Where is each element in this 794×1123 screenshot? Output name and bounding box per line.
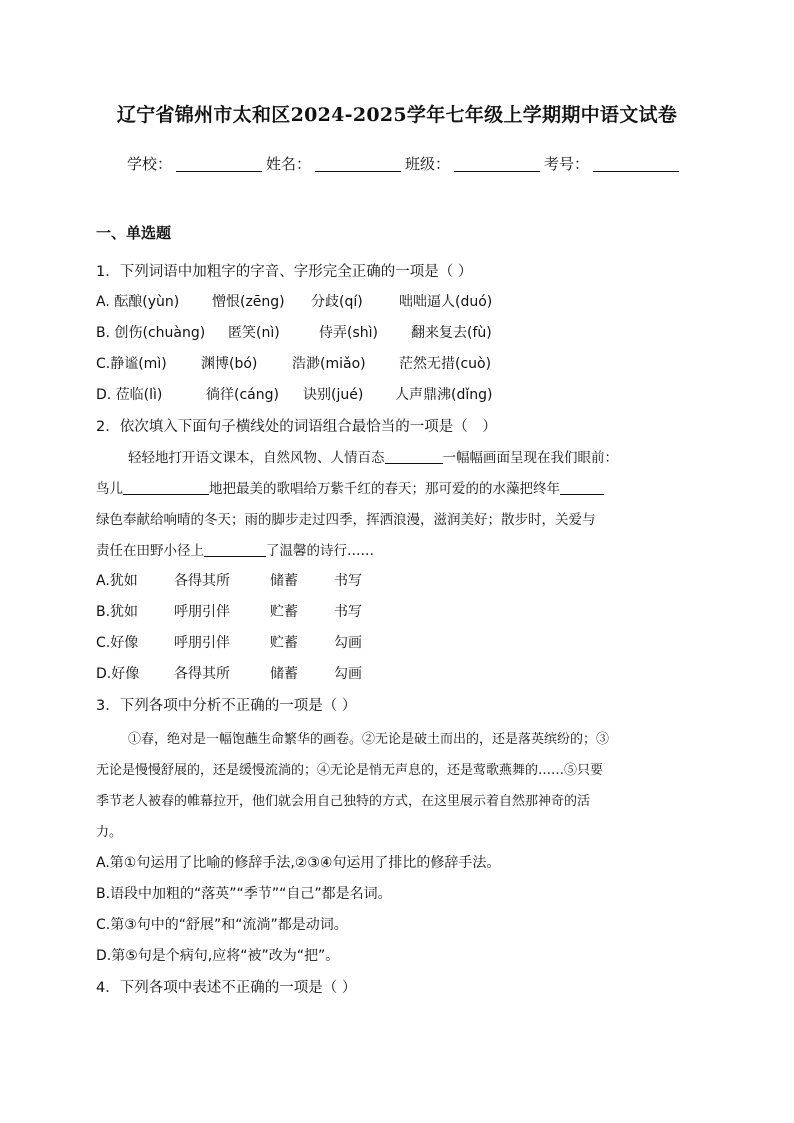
class-label: 班级： bbox=[405, 155, 451, 173]
number-blank[interactable] bbox=[593, 156, 679, 172]
q3-option-a: A.第①句运用了比喻的修辞手法,②③④句运用了排比的修辞手法。 bbox=[96, 855, 501, 871]
q1-a-1: A. 酝酿(yùn) bbox=[96, 294, 180, 310]
q2-c-4: 勾画 bbox=[334, 635, 362, 651]
q1-option-b bbox=[96, 322, 492, 342]
q1-c-3: 浩渺(miǎo) bbox=[292, 356, 366, 372]
q2-d-2: 各得其所 bbox=[174, 666, 230, 682]
q3-option-d: D.第⑤句是个病句,应将“被”改为“把”。 bbox=[96, 948, 340, 964]
q1-option-a bbox=[96, 291, 492, 311]
q2-d-3: 储蓄 bbox=[270, 666, 298, 682]
exam-title: 辽宁省锦州市太和区2024-2025学年七年级上学期期中语文试卷 bbox=[116, 104, 678, 126]
q2-blank-2 bbox=[123, 481, 209, 495]
q2-a-2: 各得其所 bbox=[174, 573, 230, 589]
q2-option-d bbox=[96, 663, 362, 683]
school-blank[interactable] bbox=[176, 156, 262, 172]
q2-d-1: D.好像 bbox=[96, 666, 140, 682]
q2-option-b bbox=[96, 601, 362, 621]
q1-d-2: 徜徉(cáng) bbox=[206, 387, 279, 403]
q2-p4a-text: 责任在田野小径上 bbox=[96, 543, 204, 559]
q1-c-1: C.静谧(mì) bbox=[96, 356, 167, 372]
q2-b-4: 书写 bbox=[334, 604, 362, 620]
section-heading: 一、单选题 bbox=[96, 224, 172, 242]
q2-p1b-text: 一幅幅画面呈现在我们眼前： bbox=[442, 450, 618, 466]
q2-blank-1 bbox=[385, 450, 443, 464]
q1-option-c bbox=[96, 353, 491, 373]
q2-blank-3 bbox=[560, 481, 604, 495]
q1-b-4: 翻来复去(fù) bbox=[411, 325, 492, 341]
q2-p4b-text: 了温馨的诗行…… bbox=[266, 543, 374, 559]
name-blank[interactable] bbox=[315, 156, 401, 172]
q3-passage-line-1: ①春，绝对是一幅饱蘸生命繁华的画卷。②无论是破土而出的，还是落英缤纷的；③ bbox=[128, 732, 610, 747]
q2-stem: 2．依次填入下面句子横线处的词语组合最恰当的一项是（ ） bbox=[96, 419, 497, 435]
q2-p1-text: 轻轻地打开语文课本，自然风物、人情百态 bbox=[128, 450, 385, 466]
q3-option-b: B.语段中加粗的“落英”“季节”“自己”都是名词。 bbox=[96, 886, 392, 902]
q1-d-4: 人声鼎沸(dǐng) bbox=[395, 387, 493, 403]
q2-c-1: C.好像 bbox=[96, 635, 139, 651]
q2-passage-line-4 bbox=[96, 539, 696, 559]
q2-p2a-text: 鸟儿 bbox=[96, 481, 123, 497]
name-label: 姓名： bbox=[266, 155, 312, 173]
q1-a-3: 分歧(qí) bbox=[311, 294, 363, 310]
q2-passage-line-1 bbox=[128, 446, 728, 466]
q2-b-1: B.犹如 bbox=[96, 604, 139, 620]
q1-a-4: 咄咄逼人(duó) bbox=[399, 294, 493, 310]
q3-passage-line-3: 季节老人被春的帷幕拉开，他们就会用自己独特的方式，在这里展示着自然那神奇的活 bbox=[96, 794, 591, 809]
q1-b-3: 侍弄(shì) bbox=[319, 325, 378, 341]
q2-a-3: 储蓄 bbox=[270, 573, 298, 589]
q1-c-2: 渊博(bó) bbox=[201, 356, 258, 372]
q1-a-2: 憎恨(zēng) bbox=[212, 294, 285, 310]
q3-passage-line-4: 力。 bbox=[96, 825, 123, 840]
q2-a-1: A.犹如 bbox=[96, 573, 138, 589]
q1-d-1: D. 莅临(lì) bbox=[96, 387, 163, 403]
school-label: 学校： bbox=[127, 155, 173, 173]
q2-passage-line-3: 绿色奉献给响晴的冬天；雨的脚步走过四季，挥洒浪漫，滋润美好；散步时，关爱与 bbox=[96, 512, 596, 528]
q2-option-c bbox=[96, 632, 362, 652]
q2-option-a bbox=[96, 570, 362, 590]
q1-option-d bbox=[96, 384, 492, 404]
q2-a-4: 书写 bbox=[334, 573, 362, 589]
q1-stem: 1．下列词语中加粗字的字音、字形完全正确的一项是（ ） bbox=[96, 264, 473, 280]
q4-stem: 4．下列各项中表述不正确的一项是（ ） bbox=[96, 980, 357, 996]
class-blank[interactable] bbox=[454, 156, 540, 172]
q3-option-c: C.第③句中的“舒展”和“流淌”都是动词。 bbox=[96, 917, 348, 933]
q2-d-4: 勾画 bbox=[334, 666, 362, 682]
q1-c-4: 茫然无措(cuò) bbox=[399, 356, 492, 372]
q1-d-3: 诀别(jué) bbox=[303, 387, 364, 403]
q2-b-2: 呼朋引伴 bbox=[174, 604, 230, 620]
q1-b-2: 匿笑(nì) bbox=[228, 325, 280, 341]
number-label: 考号： bbox=[544, 155, 590, 173]
q2-p2b-text: 地把最美的歌唱给万紫千红的春天；那可爱的的水藻把终年 bbox=[209, 481, 560, 497]
q3-passage-line-2: 无论是慢慢舒展的，还是缓慢流淌的；④无论是悄无声息的，还是莺歌燕舞的……⑤只要 bbox=[96, 763, 604, 778]
q2-c-2: 呼朋引伴 bbox=[174, 635, 230, 651]
q2-c-3: 贮蓄 bbox=[270, 635, 298, 651]
q3-stem: 3．下列各项中分析不正确的一项是（ ） bbox=[96, 698, 357, 714]
student-info-row bbox=[127, 153, 683, 174]
q2-passage-line-2 bbox=[96, 477, 696, 497]
q2-blank-4 bbox=[204, 543, 266, 557]
q1-b-1: B. 创伤(chuàng) bbox=[96, 325, 206, 341]
q2-b-3: 贮蓄 bbox=[270, 604, 298, 620]
